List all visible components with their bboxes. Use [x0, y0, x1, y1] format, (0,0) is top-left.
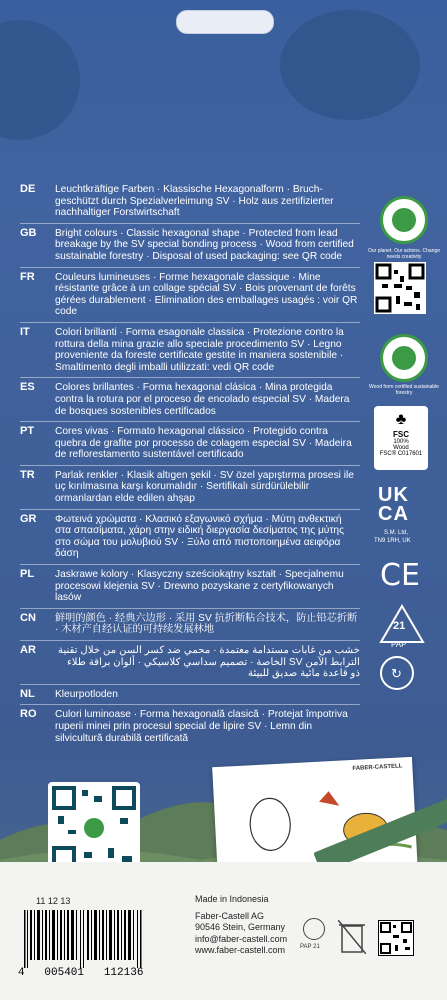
barcode-digits: 4 005401 112136: [18, 967, 144, 979]
lang-text: Parlak renkler · Klasik altıgen şekil · SV özel yapıştırma prosesi ile uç kırılmasına karşı korumalıdır · Sertifikalı sürdürülebilir ormanlardan elde edilen ahşap: [55, 469, 354, 505]
qr-pattern-icon: [374, 262, 426, 314]
lang-text: Φωτεινά χρώματα · Κλασικό εξαγωνικό σχήμα · Μύτη ανθεκτική στα σπασίματα, χάρη στην ειδική διεργασία δεσίματος της μύτης στο σώμα του μολυβιού SV · Ξύλο από πιστοποιημένα αειφόρα δάση: [55, 513, 344, 560]
qr-pattern-icon: [48, 782, 140, 874]
lang-code: PL: [20, 568, 35, 581]
made-in: Made in Indonesia: [195, 894, 269, 904]
company-address: 90546 Stein, Germany: [195, 922, 286, 932]
green-dot-icon: ↻: [380, 656, 414, 690]
lang-row-es: [20, 378, 360, 422]
barcode-bars-icon: [18, 910, 156, 968]
qr-pattern-icon: [379, 921, 413, 955]
language-list: [20, 180, 360, 748]
lang-row-cn: [20, 609, 360, 641]
lang-text: Colori brillanti · Forma esagonale classica · Protezione contro la rottura della mina grazie allo speciale procedimento SV · Legno proveniente da foreste certificate gestite in maniera sostenibile · Smaltimento degli imballi utilizzati: vedi QR code: [55, 326, 344, 373]
lang-code: TR: [20, 468, 35, 481]
lang-row-gb: [20, 224, 360, 268]
lang-code: GR: [20, 512, 37, 525]
ce-mark: CE: [380, 558, 420, 593]
lang-code: DE: [20, 183, 36, 195]
lang-code: GB: [20, 226, 37, 239]
lang-text: Culori luminoase · Forma hexagonală clasică · Protejat împotriva ruperii minei prin procesul special de lipire SV · Lemn din silvicultură durabilă certificată: [55, 709, 348, 744]
info-band: [0, 862, 447, 1000]
lang-row-fr: [20, 268, 360, 323]
lang-text: 鲜明的颜色 · 经典六边形 · 采用 SV 抗折断粘合技术，防止铅芯折断 · 木材产自经认证的可持续发展林地: [55, 612, 358, 636]
lang-code: PT: [20, 425, 35, 438]
lang-text: Kleurpotloden: [55, 688, 118, 700]
lang-text: Couleurs lumineuses · Forme hexagonale classique · Mine résistante grâce à un collage spécial SV · Bois provenant de forêts gérées durablement · Elimination des emballages usagés : voir QR code: [55, 271, 358, 318]
wood-badge-text: Wood from certified sustainable forestry: [369, 384, 439, 396]
recycle-label: PAP: [391, 640, 407, 649]
fsc-wood: Wood: [393, 445, 409, 451]
fsc-percent: 100%: [393, 439, 409, 445]
lang-row-it: [20, 323, 360, 378]
lang-row-nl: [20, 685, 360, 706]
qr-code-small[interactable]: [374, 262, 426, 314]
qr-code-large[interactable]: [48, 782, 140, 874]
company-info: [195, 894, 287, 957]
lang-text: Bright colours · Classic hexagonal shape · Protected from lead breakage by the SV special bonding process · Wood from certified sustainable forestry · Disposal of used packaging: see QR code: [55, 227, 354, 262]
fsc-code: FSC® C017601: [379, 451, 423, 457]
tidyman-icon: [303, 918, 325, 940]
hang-hole: [176, 10, 274, 34]
recycle-number: 21: [393, 620, 406, 632]
company-email[interactable]: info@faber-castell.com: [195, 933, 288, 944]
company-website[interactable]: www.faber-castell.com: [195, 945, 286, 955]
qr-code-footer[interactable]: [378, 920, 414, 956]
ukca-text: UK CA: [378, 484, 409, 525]
lang-text: Jaskrawe kolory · Klasyczny sześciokątny kształt · Specjalnemu procesowi klejenia SV · Drewno pozyskane z certyfikowanych lasów: [55, 569, 344, 604]
lang-text: Leuchtkräftige Farben · Klassische Hexagonalform · Bruch-geschützt durch Spezialverleimung SV · Holz aus zertifizierter nachhaltiger Forstwirtschaft: [55, 184, 334, 219]
hang-tab: [0, 0, 447, 60]
barcode-top-number: 11 12 13: [36, 896, 71, 906]
lang-code: ES: [20, 381, 35, 394]
planet-badge-icon: [380, 196, 428, 244]
lang-text: Cores vivas · Formato hexagonal clássico · Protegido contra quebra de grafite por processo de colagem especial SV · Madeira de reflorestamento sustentável certificado: [55, 426, 352, 461]
fsc-text: FSC: [393, 430, 409, 439]
lang-row-gr: [20, 510, 360, 565]
wood-badge-icon: [380, 334, 428, 382]
company-name: Faber-Castell AG: [195, 910, 265, 921]
lang-code: FR: [20, 270, 35, 283]
planet-badge-text: Our planet. Our actions. Change needs creativity: [368, 248, 440, 260]
barcode: [18, 910, 156, 980]
fsc-label: [374, 406, 428, 470]
lang-code: RO: [20, 708, 37, 721]
brand-logo: FABER-CASTELL: [352, 763, 403, 772]
ukca-mark: [378, 486, 428, 524]
lang-text: خشب من غابات مستدامة معتمدة · محمي ضد كسر السن من خلال تقنية الترابط الآمن SV الخاصة · تصميم سداسي كلاسيكي · ألوان براقة طلاء ذو قاعدة مائية صديق للبيئة: [58, 645, 360, 680]
lang-code: AR: [20, 644, 36, 656]
lang-code: NL: [20, 687, 35, 700]
bin-icon: [338, 920, 366, 954]
lang-code: CN: [20, 611, 36, 624]
fsc-tree-icon: ♣: [395, 411, 407, 428]
ukca-addr2: TN9 1RH, UK: [374, 538, 411, 544]
lang-row-ar: [20, 641, 360, 685]
lang-row-pt: [20, 422, 360, 466]
lang-row-de: [20, 180, 360, 224]
lang-row-pl: [20, 565, 360, 609]
lang-code: IT: [20, 325, 30, 338]
lang-row-tr: [20, 466, 360, 510]
lang-text: Colores brillantes · Forma hexagonal clásica · Mina protegida contra la rotura por el proceso de encolado especial SV · Madera de bosques sostenibles certificados: [55, 382, 350, 417]
ukca-addr1: S.M. Ltd,: [384, 530, 409, 536]
pap-label: PAP 21: [300, 944, 320, 950]
